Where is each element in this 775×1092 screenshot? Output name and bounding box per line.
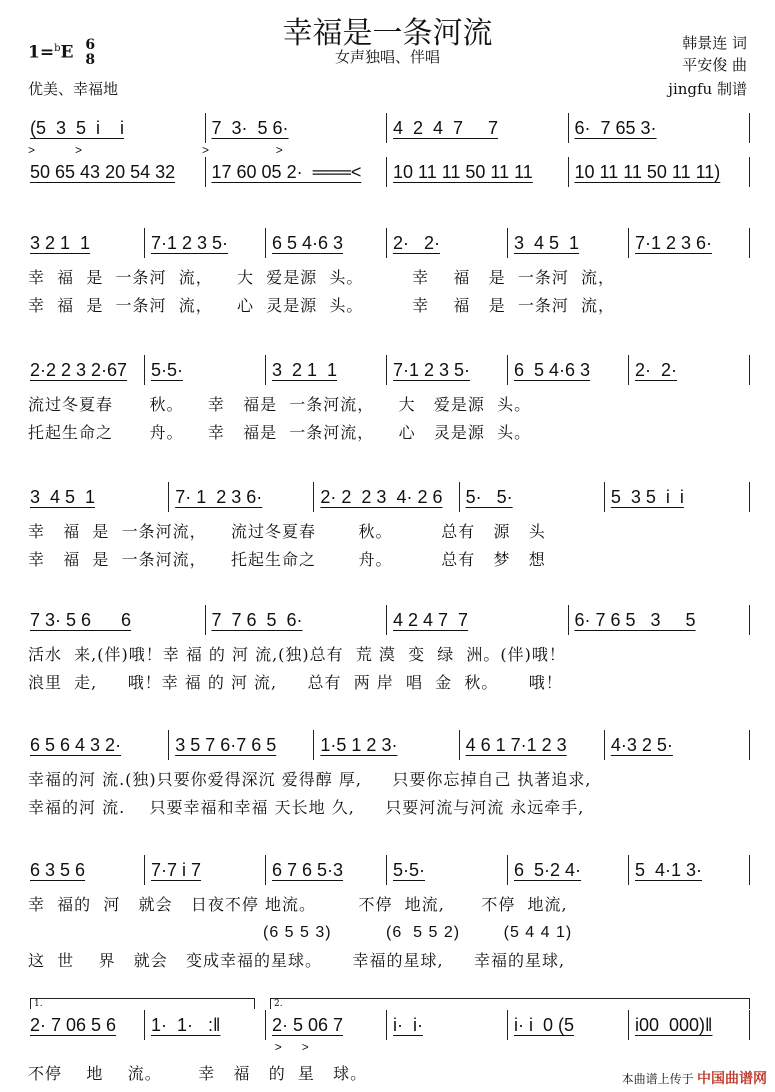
measure: 7 3· 5 6·: [206, 113, 388, 143]
measure: 7·7 i 7: [145, 855, 266, 885]
music-system: [28, 113, 750, 187]
measure: 10 11 11 50 11 11: [387, 157, 569, 187]
measure: 2·2 2 3 2·67: [28, 355, 145, 385]
measure: 7·1 2 3 5·: [145, 228, 266, 258]
music-system: [28, 482, 750, 574]
measure: 50 65 43 20 54 32: [28, 157, 206, 187]
notes-row: [28, 157, 750, 187]
lyric-line: 活水 来,(伴)哦！幸 福 的 河 流,(独)总有 荒 漠 变 绿 洲。(伴)哦！: [28, 645, 566, 664]
measure: 10 11 11 50 11 11): [569, 157, 751, 187]
measure: 1· 1· :‖: [145, 1010, 266, 1040]
measure: 6 5 6 4 3 2·: [28, 730, 169, 760]
accent-marks: > > > >: [28, 143, 283, 157]
measure: 1·5 1 2 3·: [314, 730, 459, 760]
measure: 6 3 5 6: [28, 855, 145, 885]
music-system: [28, 730, 750, 822]
notes-row: [28, 855, 750, 885]
notes-row: [28, 605, 750, 635]
measure: 3 5 7 6·7 6 5: [169, 730, 314, 760]
upload-text: 本曲谱上传于: [621, 1072, 694, 1086]
measure: i00 000)‖: [629, 1010, 750, 1040]
lyric-line: 浪里 走, 哦！幸 福 的 河 流, 总有 两 岸 唱 金 秋。 哦！: [28, 673, 563, 692]
measure: i· i 0 (5: [508, 1010, 629, 1040]
lyric-line: 不停 地 流。 幸 福 的 星 球。: [28, 1064, 368, 1083]
measure: 3 2 1 1: [266, 355, 387, 385]
measure: 6 5·2 4·: [508, 855, 629, 885]
measure: 4 6 1 7·1 2 3: [460, 730, 605, 760]
measure: 7· 1 2 3 6·: [169, 482, 314, 512]
measure: 6 7 6 5·3: [266, 855, 387, 885]
measure: 17 60 05 2· ═══<: [206, 157, 388, 187]
measure: 2· 2 2 3 4· 2 6: [314, 482, 459, 512]
notes-row: [28, 113, 750, 143]
lyric-line: 幸 福 是 一条河 流， 心 灵是源 头。 幸 福 是 一条河 流，: [28, 296, 616, 315]
lyric-line: 这 世 界 就会 变成幸福的星球。 幸福的星球, 幸福的星球,: [28, 951, 566, 970]
measure: 5·5·: [387, 855, 508, 885]
measure: i· i·: [387, 1010, 508, 1040]
volta-2: 2.: [270, 998, 750, 1009]
measure: 6 5 4·6 3: [266, 228, 387, 258]
measure: 3 4 5 1: [28, 482, 169, 512]
lyric-line: 流过冬夏春 秋。 幸 福是 一条河流， 大 爱是源 头。: [28, 395, 532, 414]
notes-row: [28, 228, 750, 258]
music-system: [28, 855, 750, 975]
music-system: [28, 605, 750, 697]
site-logo: 中国曲谱网: [697, 1070, 767, 1086]
time-top: 6: [85, 37, 96, 53]
transcriber-credit: jingfu 制谱: [668, 80, 747, 98]
lyric-line: 幸 福 是 一条河 流， 大 爱是源 头。 幸 福 是 一条河 流，: [28, 268, 616, 287]
measure: 5·5·: [145, 355, 266, 385]
measure: 5 4·1 3·: [629, 855, 750, 885]
music-system: [28, 355, 750, 447]
measure: 4·3 2 5·: [605, 730, 750, 760]
song-title: 幸福是一条河流: [282, 16, 493, 51]
measure: 5· 5·: [460, 482, 605, 512]
lyric-line: 托起生命之 舟。 幸 福是 一条河流， 心 灵是源 头。: [28, 423, 532, 442]
notes-row: [28, 482, 750, 512]
measure: 6· 7 6 5 3 5: [569, 605, 751, 635]
measure: 4 2 4 7 7: [387, 605, 569, 635]
lyric-line: 幸 福 是 一条河流， 托起生命之 舟。 总有 梦 想: [28, 550, 546, 569]
lyric-line: 幸 福的 河 就会 日夜不停 地流。 不停 地流, 不停 地流,: [28, 895, 568, 914]
music-system: [28, 999, 750, 1088]
measure: 4 2 4 7 7: [387, 113, 569, 143]
time-bottom: 8: [85, 52, 96, 68]
measure: 3 4 5 1: [508, 228, 629, 258]
notes-row: [28, 1010, 750, 1040]
tempo-marking: 优美、幸福地: [28, 80, 119, 98]
measure: 7·1 2 3 6·: [629, 228, 750, 258]
measure: 6 5 4·6 3: [508, 355, 629, 385]
lyric-line: 幸福的河 流.(独)只要你爱得深沉 爱得醇 厚, 只要你忘掉自己 执著追求,: [28, 770, 592, 789]
measure: 7·1 2 3 5·: [387, 355, 508, 385]
key-prefix: 1=: [28, 42, 55, 63]
accompaniment-notes: (6 5 5 3) (6 5 5 2) (5 4 4 1): [263, 924, 573, 941]
measure: 3 2 1 1: [28, 228, 145, 258]
measure: 2· 7 06 5 6: [28, 1010, 145, 1040]
notes-row: [28, 730, 750, 760]
key-note: E: [60, 42, 74, 63]
lyricist-credit: 韩景连 词: [682, 34, 747, 52]
measure: 7 7 6 5 6·: [206, 605, 388, 635]
lyric-line: 幸福的河 流. 只要幸福和幸福 天长地 久, 只要河流与河流 永远牵手,: [28, 798, 585, 817]
measure: 7 3· 5 6 6: [28, 605, 206, 635]
composer-credit: 平安俊 曲: [682, 56, 747, 74]
notes-row: [28, 355, 750, 385]
flat-sign: b: [54, 42, 61, 54]
measure: 2· 5 06 7: [266, 1010, 387, 1040]
key-signature: [28, 38, 95, 68]
measure: 2· 2·: [387, 228, 508, 258]
music-system: [28, 228, 750, 320]
time-signature: [85, 38, 95, 68]
volta-1: 1.: [30, 998, 255, 1009]
accent-marks: > >: [28, 1040, 309, 1054]
measure: 5 3 5 i i: [605, 482, 750, 512]
measure: (5 3 5 i i: [28, 113, 206, 143]
measure: 6· 7 65 3·: [569, 113, 751, 143]
lyric-line: 幸 福 是 一条河流， 流过冬夏春 秋。 总有 源 头: [28, 522, 546, 541]
song-subtitle: 女声独唱、伴唱: [334, 48, 440, 66]
measure: 2· 2·: [629, 355, 750, 385]
